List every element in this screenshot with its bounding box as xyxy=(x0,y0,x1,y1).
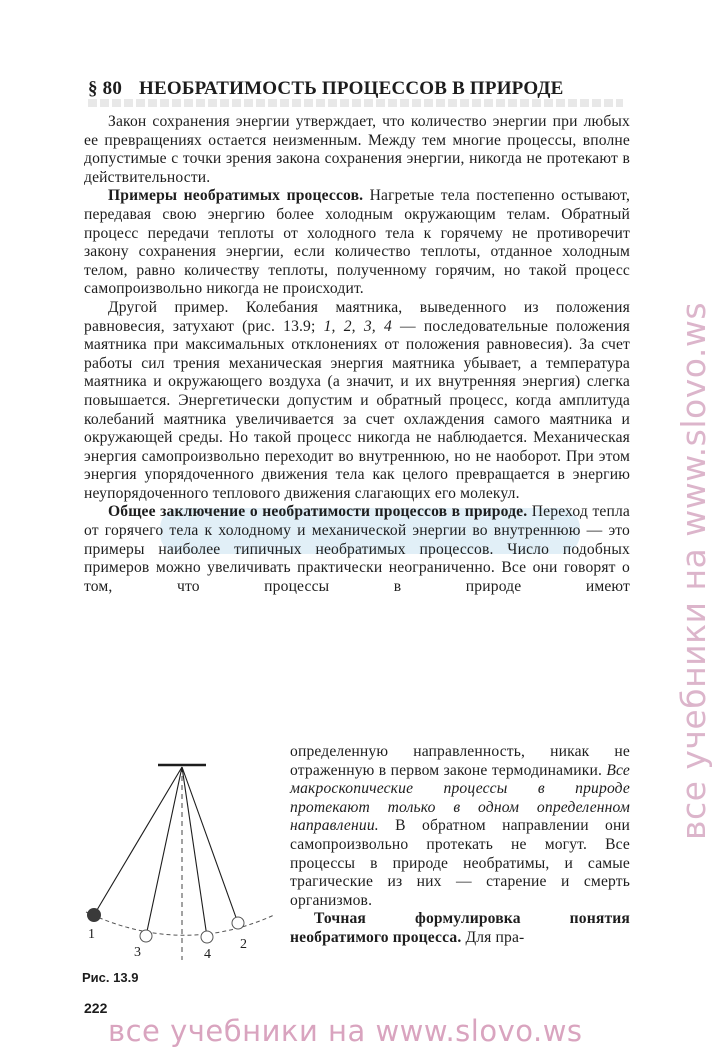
section-heading xyxy=(88,78,628,100)
paragraph-2-heading: Примеры необратимых процессов. xyxy=(108,187,364,205)
string-3 xyxy=(146,767,182,936)
paragraph-3 xyxy=(84,299,630,504)
string-4 xyxy=(182,767,207,937)
paragraph-3-text-b: — последовательные положения маятника при максимальных отклонениях от положения равновесия). За счет работы сил трения механическая энергия маятника убывает, а температура маятника и окружающего воздуха (а значит, и их внутренняя энергия) слегка повышается. Энергетически допустим и обратный процесс, когда амплитуда колебаний маятника увеличивается за счет охлаждения самого маятника и окружающей среды. Но такой процесс никогда не наблюдается. Механическая энергия самопроизвольно переходит во внутреннюю, но не наоборот. При этом энергия упорядоченного движения тела как целого превращается в энергию неупорядоченного теплового движения слагающих его молекул. xyxy=(84,317,630,502)
string-2 xyxy=(182,767,238,923)
paragraph-5-text-a: определенную направленность, никак не отраженную в первом законе термодинамики. xyxy=(290,743,630,779)
section-number: § 80 xyxy=(88,78,123,99)
paragraph-1: Закон сохранения энергии утверждает, что количество энергии при любых ее превращениях остается неизменным. Между тем многие процессы, вполне допустимые с точки зрения закона сохранения энергии, никогда не протекают в действительности. xyxy=(84,113,630,186)
paragraph-5 xyxy=(290,743,630,910)
paragraph-3-text-a: Другой пример. Колебания маятника, выведенного из положения равновесия, затухают (рис. 13.9; xyxy=(84,298,630,335)
page-number: 222 xyxy=(84,1000,108,1016)
label-4: 4 xyxy=(204,947,211,962)
section-title: НЕОБРАТИМОСТЬ ПРОЦЕССОВ В ПРИРОДЕ xyxy=(139,78,564,99)
string-1 xyxy=(94,767,182,915)
bob-position-3 xyxy=(140,930,152,942)
paragraph-6-text: Для пра- xyxy=(461,928,525,946)
swing-arc xyxy=(86,912,274,935)
body-text xyxy=(84,113,630,596)
bob-position-1 xyxy=(87,908,101,922)
label-3: 3 xyxy=(134,945,141,960)
bleed-through-line xyxy=(88,99,623,107)
paragraph-4-heading: Общее заключение о необратимости процессов в природе. xyxy=(108,503,528,521)
body-text-beside-figure xyxy=(290,743,630,948)
watermark-side: все учебники на www.slovo.ws xyxy=(674,301,713,840)
paragraph-3-italic: 1, 2, 3, 4 xyxy=(323,317,392,335)
bob-position-4 xyxy=(201,931,213,943)
label-2: 2 xyxy=(240,937,247,952)
pendulum-figure xyxy=(78,752,278,962)
paragraph-6-heading: Точная формулировка понятия необратимого процесса. xyxy=(290,910,630,946)
paragraph-6 xyxy=(290,910,630,947)
label-1: 1 xyxy=(88,927,95,942)
bob-position-2 xyxy=(232,917,244,929)
paragraph-4-text: Переход тепла от горячего тела к холодному и механической энергии во внутреннюю — это примеры наиболее типичных необратимых процессов. Число подобных примеров можно увеличивать практически неограниченно. Все они говорят о том, что процессы в природе имеют xyxy=(84,503,630,595)
figure-caption: Рис. 13.9 xyxy=(82,970,139,985)
paragraph-5-text-b: В обратном направлении они самопроизвольно протекать не могут. Все процессы в природе необратимы, и самые трагические из них — старение и смерть организмов. xyxy=(290,817,630,909)
paragraph-2-text: Нагретые тела постепенно остывают, передавая свою энергию более холодным окружающим телам. Обратный процесс передачи теплоты от холодного тела к горячему не противоречит закону сохранения энергии, если количество теплоты, отданное холодным телом, равно количеству теплоты, полученному горячим, но такой процесс самопроизвольно никогда не происходит. xyxy=(84,187,630,298)
paragraph-2 xyxy=(84,187,630,299)
watermark-bottom: все учебники на www.slovo.ws xyxy=(108,1014,583,1048)
paragraph-4 xyxy=(84,503,630,596)
paragraph-5-italic: Все макроскопические процессы в природе протекают только в одном определенном направлении. xyxy=(290,761,630,835)
